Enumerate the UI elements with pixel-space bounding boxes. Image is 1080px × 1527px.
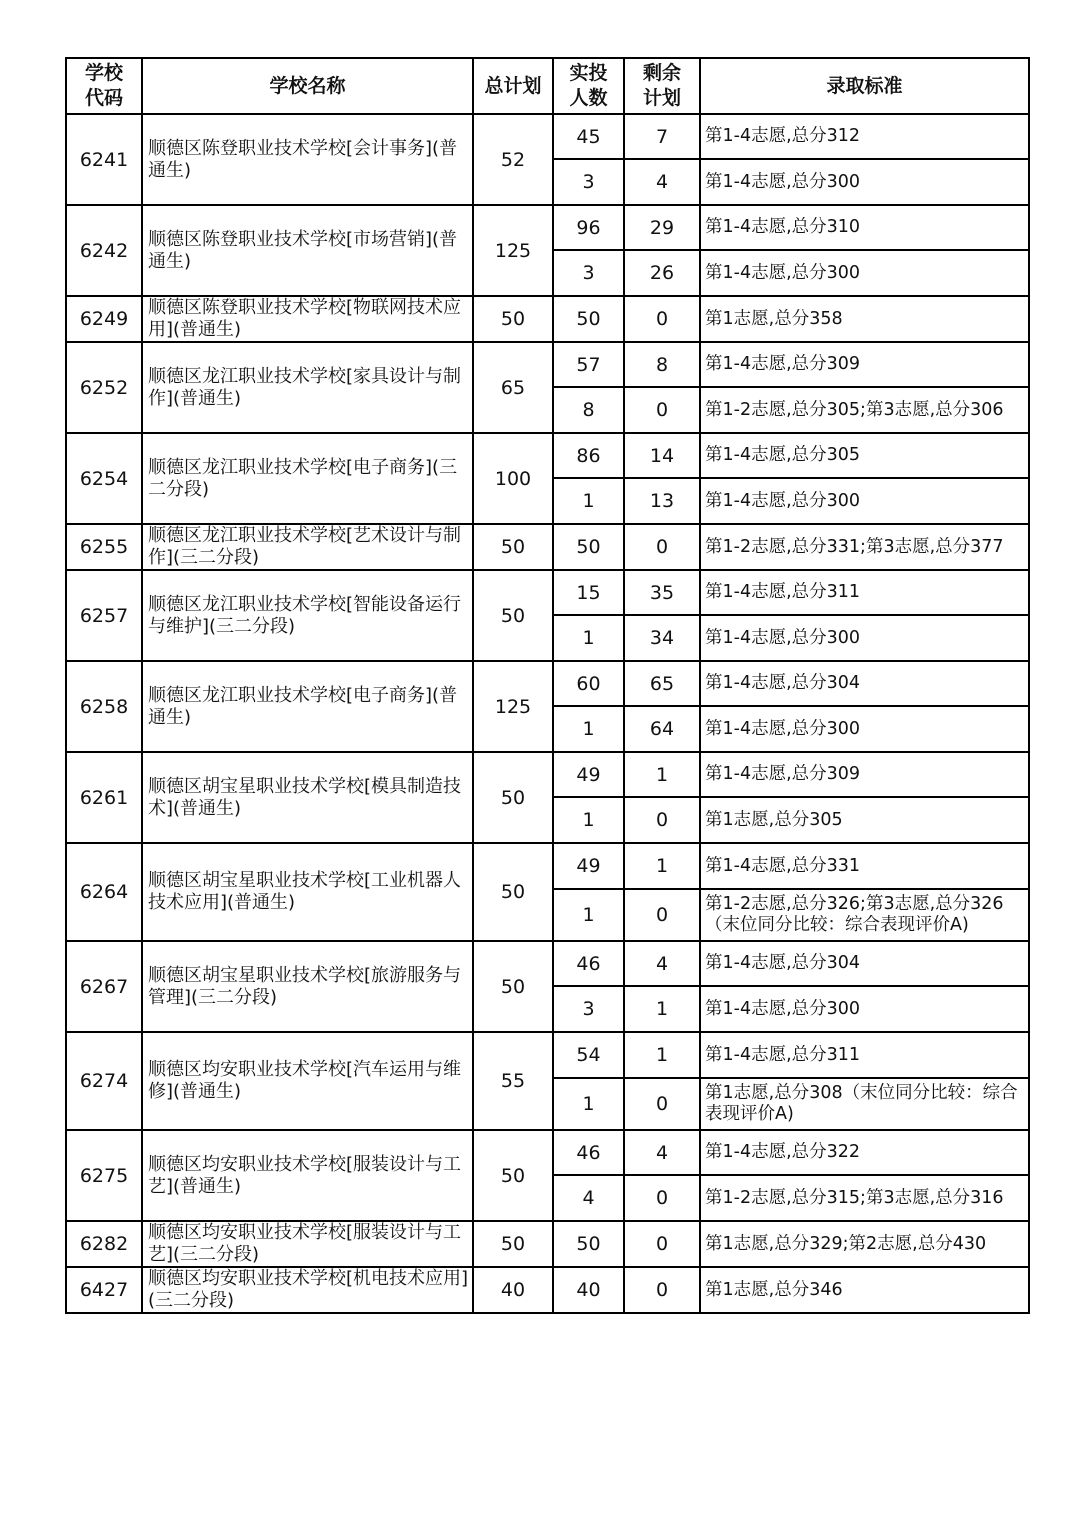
remaining-plan-cell: 0 xyxy=(624,296,700,342)
remaining-plan-cell: 14 xyxy=(624,433,700,478)
header-admission-criteria: 录取标准 xyxy=(700,58,1029,114)
admission-criteria-cell: 第1-4志愿,总分309 xyxy=(700,752,1029,797)
total-plan-cell: 50 xyxy=(473,524,553,570)
school-code-cell: 6252 xyxy=(66,342,142,433)
admission-criteria-cell: 第1志愿,总分308（末位同分比较：综合表现评价A) xyxy=(700,1078,1029,1130)
admission-criteria-cell: 第1-4志愿,总分300 xyxy=(700,478,1029,524)
remaining-plan-cell: 1 xyxy=(624,986,700,1032)
remaining-plan-cell: 1 xyxy=(624,752,700,797)
actual-count-cell: 3 xyxy=(553,159,624,205)
school-code-cell: 6261 xyxy=(66,752,142,843)
admission-criteria-cell: 第1-4志愿,总分309 xyxy=(700,342,1029,387)
total-plan-cell: 100 xyxy=(473,433,553,524)
total-plan-cell: 65 xyxy=(473,342,553,433)
table-row xyxy=(66,843,1029,889)
admission-criteria-cell: 第1-4志愿,总分300 xyxy=(700,159,1029,205)
table-row xyxy=(66,1130,1029,1175)
school-name-cell: 顺德区均安职业技术学校[服装设计与工艺](三二分段) xyxy=(142,1221,473,1267)
actual-count-cell: 1 xyxy=(553,615,624,661)
remaining-plan-cell: 26 xyxy=(624,250,700,296)
table-row xyxy=(66,524,1029,570)
table-row xyxy=(66,752,1029,797)
remaining-plan-cell: 1 xyxy=(624,1032,700,1078)
remaining-plan-cell: 1 xyxy=(624,843,700,889)
remaining-plan-cell: 35 xyxy=(624,570,700,615)
actual-count-cell: 46 xyxy=(553,941,624,986)
admission-criteria-cell: 第1-4志愿,总分311 xyxy=(700,570,1029,615)
table-row xyxy=(66,1267,1029,1313)
actual-count-cell: 50 xyxy=(553,1221,624,1267)
total-plan-cell: 50 xyxy=(473,296,553,342)
total-plan-cell: 55 xyxy=(473,1032,553,1130)
total-plan-cell: 52 xyxy=(473,114,553,205)
admission-table xyxy=(65,57,1030,1314)
admission-criteria-cell: 第1志愿,总分358 xyxy=(700,296,1029,342)
remaining-plan-cell: 0 xyxy=(624,387,700,433)
actual-count-cell: 45 xyxy=(553,114,624,159)
actual-count-cell: 46 xyxy=(553,1130,624,1175)
table-row xyxy=(66,570,1029,615)
admission-criteria-cell: 第1-4志愿,总分300 xyxy=(700,615,1029,661)
admission-criteria-cell: 第1-4志愿,总分305 xyxy=(700,433,1029,478)
actual-count-cell: 4 xyxy=(553,1175,624,1221)
school-code-cell: 6427 xyxy=(66,1267,142,1313)
remaining-plan-cell: 0 xyxy=(624,1267,700,1313)
header-school-name: 学校名称 xyxy=(142,58,473,114)
actual-count-cell: 49 xyxy=(553,843,624,889)
actual-count-cell: 1 xyxy=(553,706,624,752)
actual-count-cell: 1 xyxy=(553,1078,624,1130)
school-code-cell: 6258 xyxy=(66,661,142,752)
school-name-cell: 顺德区均安职业技术学校[汽车运用与维修](普通生) xyxy=(142,1032,473,1130)
table-row xyxy=(66,661,1029,706)
school-name-cell: 顺德区龙江职业技术学校[电子商务](普通生) xyxy=(142,661,473,752)
admission-criteria-cell: 第1-4志愿,总分300 xyxy=(700,250,1029,296)
actual-count-cell: 40 xyxy=(553,1267,624,1313)
school-name-cell: 顺德区均安职业技术学校[服装设计与工艺](普通生) xyxy=(142,1130,473,1221)
total-plan-cell: 50 xyxy=(473,843,553,941)
school-code-cell: 6264 xyxy=(66,843,142,941)
admission-criteria-cell: 第1-4志愿,总分312 xyxy=(700,114,1029,159)
remaining-plan-cell: 64 xyxy=(624,706,700,752)
total-plan-cell: 50 xyxy=(473,570,553,661)
school-code-cell: 6275 xyxy=(66,1130,142,1221)
remaining-plan-cell: 4 xyxy=(624,1130,700,1175)
school-code-cell: 6254 xyxy=(66,433,142,524)
total-plan-cell: 125 xyxy=(473,205,553,296)
header-actual-count: 实投 人数 xyxy=(553,58,624,114)
admission-criteria-cell: 第1-2志愿,总分305;第3志愿,总分306 xyxy=(700,387,1029,433)
remaining-plan-cell: 0 xyxy=(624,1078,700,1130)
school-name-cell: 顺德区龙江职业技术学校[艺术设计与制作](三二分段) xyxy=(142,524,473,570)
school-name-cell: 顺德区龙江职业技术学校[电子商务](三二分段) xyxy=(142,433,473,524)
school-name-cell: 顺德区胡宝星职业技术学校[工业机器人技术应用](普通生) xyxy=(142,843,473,941)
actual-count-cell: 50 xyxy=(553,524,624,570)
actual-count-cell: 49 xyxy=(553,752,624,797)
actual-count-cell: 57 xyxy=(553,342,624,387)
admission-criteria-cell: 第1-2志愿,总分315;第3志愿,总分316 xyxy=(700,1175,1029,1221)
school-name-cell: 顺德区龙江职业技术学校[智能设备运行与维护](三二分段) xyxy=(142,570,473,661)
school-code-cell: 6257 xyxy=(66,570,142,661)
table-row xyxy=(66,941,1029,986)
school-code-cell: 6267 xyxy=(66,941,142,1032)
remaining-plan-cell: 7 xyxy=(624,114,700,159)
actual-count-cell: 86 xyxy=(553,433,624,478)
remaining-plan-cell: 29 xyxy=(624,205,700,250)
admission-criteria-cell: 第1-4志愿,总分304 xyxy=(700,941,1029,986)
admission-criteria-cell: 第1-4志愿,总分300 xyxy=(700,706,1029,752)
table-row xyxy=(66,342,1029,387)
admission-criteria-cell: 第1志愿,总分329;第2志愿,总分430 xyxy=(700,1221,1029,1267)
table-row xyxy=(66,205,1029,250)
admission-criteria-cell: 第1-4志愿,总分322 xyxy=(700,1130,1029,1175)
school-name-cell: 顺德区陈登职业技术学校[会计事务](普通生) xyxy=(142,114,473,205)
table-row xyxy=(66,296,1029,342)
admission-criteria-cell: 第1-4志愿,总分310 xyxy=(700,205,1029,250)
school-name-cell: 顺德区陈登职业技术学校[物联网技术应用](普通生) xyxy=(142,296,473,342)
actual-count-cell: 54 xyxy=(553,1032,624,1078)
table-row xyxy=(66,114,1029,159)
total-plan-cell: 50 xyxy=(473,752,553,843)
total-plan-cell: 50 xyxy=(473,1130,553,1221)
remaining-plan-cell: 8 xyxy=(624,342,700,387)
admission-criteria-cell: 第1-4志愿,总分304 xyxy=(700,661,1029,706)
school-code-cell: 6274 xyxy=(66,1032,142,1130)
school-code-cell: 6282 xyxy=(66,1221,142,1267)
school-name-cell: 顺德区胡宝星职业技术学校[模具制造技术](普通生) xyxy=(142,752,473,843)
school-name-cell: 顺德区陈登职业技术学校[市场营销](普通生) xyxy=(142,205,473,296)
total-plan-cell: 125 xyxy=(473,661,553,752)
actual-count-cell: 15 xyxy=(553,570,624,615)
remaining-plan-cell: 4 xyxy=(624,159,700,205)
school-name-cell: 顺德区均安职业技术学校[机电技术应用](三二分段) xyxy=(142,1267,473,1313)
remaining-plan-cell: 13 xyxy=(624,478,700,524)
school-code-cell: 6241 xyxy=(66,114,142,205)
remaining-plan-cell: 0 xyxy=(624,1221,700,1267)
actual-count-cell: 1 xyxy=(553,797,624,843)
school-name-cell: 顺德区龙江职业技术学校[家具设计与制作](普通生) xyxy=(142,342,473,433)
header-row xyxy=(66,58,1029,114)
admission-criteria-cell: 第1-4志愿,总分311 xyxy=(700,1032,1029,1078)
admission-criteria-cell: 第1志愿,总分305 xyxy=(700,797,1029,843)
table-body xyxy=(66,114,1029,1313)
header-remaining-plan: 剩余 计划 xyxy=(624,58,700,114)
remaining-plan-cell: 34 xyxy=(624,615,700,661)
actual-count-cell: 50 xyxy=(553,296,624,342)
table-row xyxy=(66,1221,1029,1267)
actual-count-cell: 60 xyxy=(553,661,624,706)
actual-count-cell: 3 xyxy=(553,986,624,1032)
admission-criteria-cell: 第1-2志愿,总分326;第3志愿,总分326（末位同分比较：综合表现评价A) xyxy=(700,889,1029,941)
actual-count-cell: 3 xyxy=(553,250,624,296)
header-total-plan: 总计划 xyxy=(473,58,553,114)
school-code-cell: 6249 xyxy=(66,296,142,342)
table-row xyxy=(66,1032,1029,1078)
remaining-plan-cell: 4 xyxy=(624,941,700,986)
admission-criteria-cell: 第1-4志愿,总分300 xyxy=(700,986,1029,1032)
school-code-cell: 6242 xyxy=(66,205,142,296)
table-row xyxy=(66,433,1029,478)
total-plan-cell: 50 xyxy=(473,1221,553,1267)
header-school-code: 学校 代码 xyxy=(66,58,142,114)
admission-criteria-cell: 第1-2志愿,总分331;第3志愿,总分377 xyxy=(700,524,1029,570)
admission-criteria-cell: 第1-4志愿,总分331 xyxy=(700,843,1029,889)
remaining-plan-cell: 65 xyxy=(624,661,700,706)
remaining-plan-cell: 0 xyxy=(624,1175,700,1221)
remaining-plan-cell: 0 xyxy=(624,797,700,843)
total-plan-cell: 50 xyxy=(473,941,553,1032)
actual-count-cell: 96 xyxy=(553,205,624,250)
actual-count-cell: 1 xyxy=(553,889,624,941)
total-plan-cell: 40 xyxy=(473,1267,553,1313)
remaining-plan-cell: 0 xyxy=(624,524,700,570)
remaining-plan-cell: 0 xyxy=(624,889,700,941)
school-code-cell: 6255 xyxy=(66,524,142,570)
actual-count-cell: 1 xyxy=(553,478,624,524)
actual-count-cell: 8 xyxy=(553,387,624,433)
admission-criteria-cell: 第1志愿,总分346 xyxy=(700,1267,1029,1313)
school-name-cell: 顺德区胡宝星职业技术学校[旅游服务与管理](三二分段) xyxy=(142,941,473,1032)
